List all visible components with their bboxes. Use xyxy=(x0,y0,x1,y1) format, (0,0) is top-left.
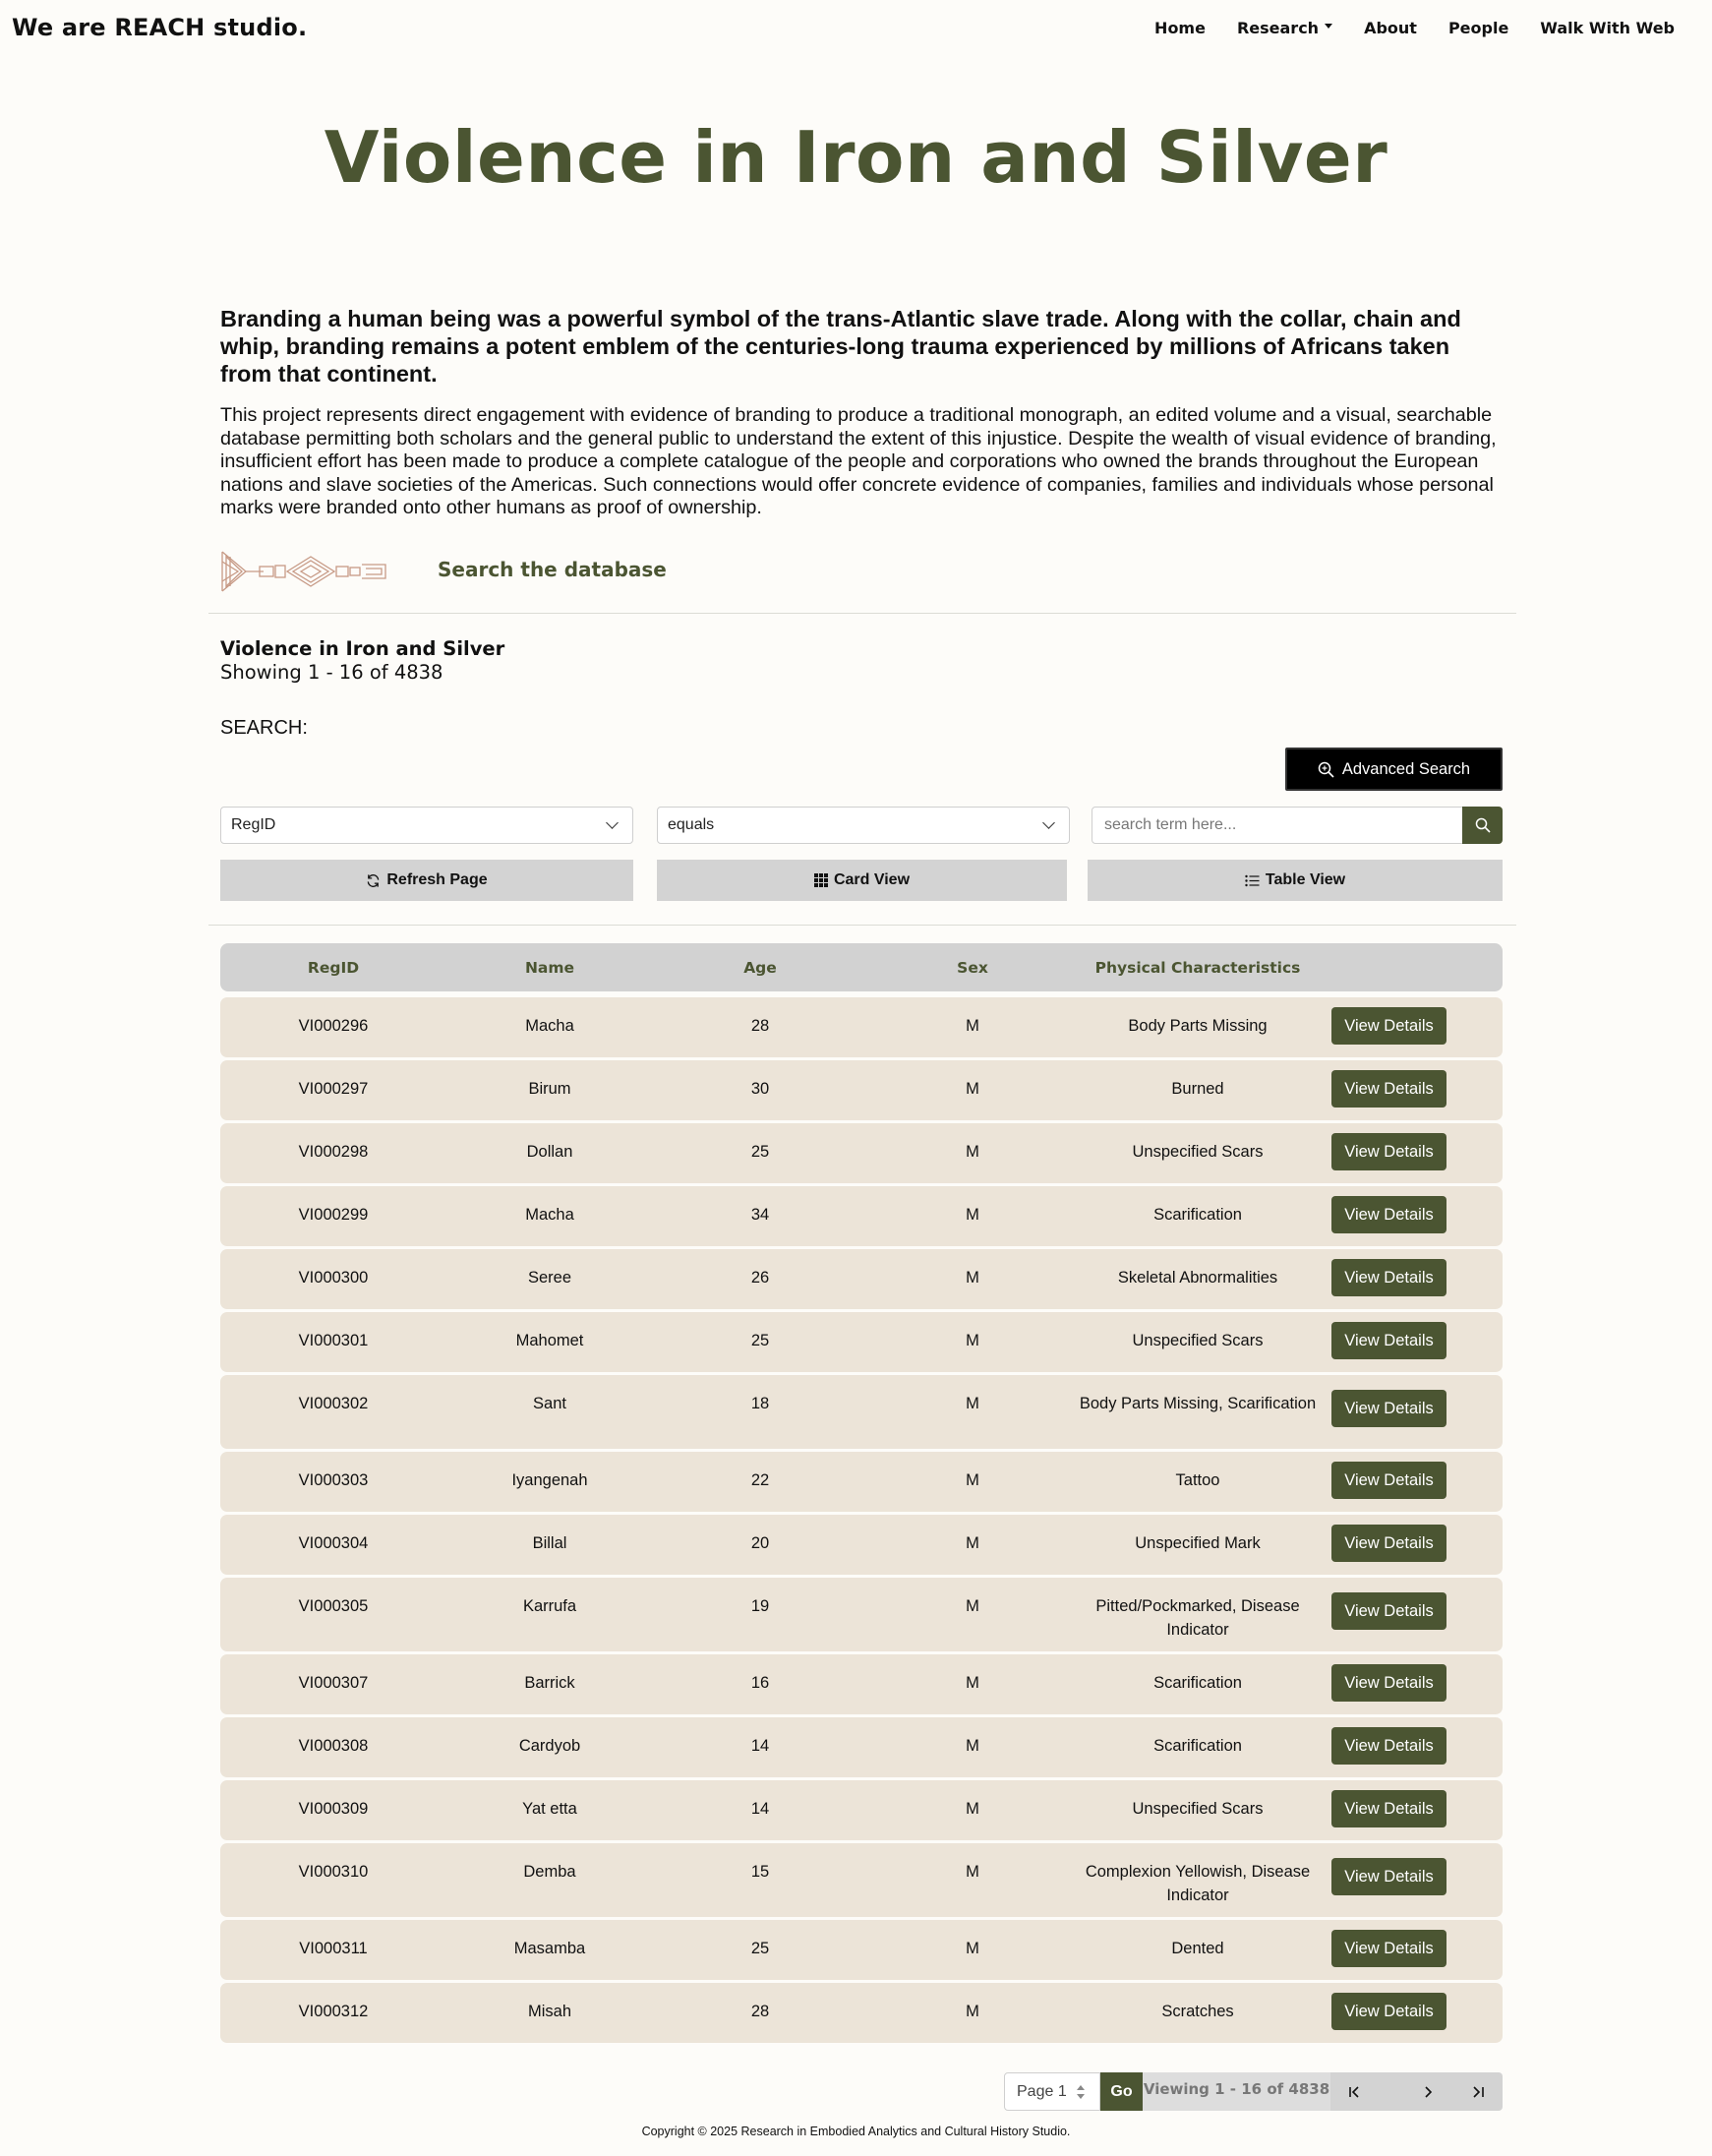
last-page-button[interactable] xyxy=(1453,2072,1503,2111)
table-row xyxy=(220,1249,1503,1309)
cell-age: 15 xyxy=(750,1863,770,1881)
divider xyxy=(208,925,1516,926)
results-count: Showing 1 - 16 of 4838 xyxy=(220,661,443,684)
table-view-button[interactable] xyxy=(1088,860,1503,901)
nav-research-label: Research xyxy=(1236,18,1320,37)
view-details-button[interactable]: View Details xyxy=(1331,1462,1446,1499)
cell-name: Misah xyxy=(527,2003,571,2020)
cell-sex: M xyxy=(966,1674,979,1692)
cell-physical-characteristics: Skeletal Abnormalities xyxy=(1117,1269,1278,1287)
cell-regid: VI000304 xyxy=(298,1534,369,1552)
brand-logo[interactable]: We are REACH studio. xyxy=(12,14,308,41)
divider xyxy=(208,613,1516,614)
zoom-search-icon xyxy=(1318,761,1334,778)
column-header-name: Name xyxy=(524,958,575,977)
view-details-button[interactable]: View Details xyxy=(1331,1070,1446,1108)
view-details-button[interactable]: View Details xyxy=(1331,1525,1446,1562)
cell-regid: VI000308 xyxy=(298,1737,369,1755)
view-details-button[interactable]: View Details xyxy=(1331,1727,1446,1765)
nav-home[interactable] xyxy=(1139,19,1221,37)
cell-name: Birum xyxy=(528,1080,571,1098)
table-row xyxy=(220,1983,1503,2043)
cell-age: 28 xyxy=(750,1017,770,1035)
copyright: Copyright © 2025 Research in Embodied Analytics and Cultural History Studio. xyxy=(641,2125,1071,2138)
navbar xyxy=(0,0,1712,55)
view-details-button[interactable]: View Details xyxy=(1331,1993,1446,2030)
view-details-button[interactable]: View Details xyxy=(1331,1259,1446,1296)
view-details-button[interactable]: View Details xyxy=(1331,1930,1446,1967)
cell-regid: VI000311 xyxy=(299,1940,368,1957)
search-button[interactable] xyxy=(1462,807,1503,844)
cell-physical-characteristics: Unspecified Scars xyxy=(1132,1143,1264,1161)
table-row xyxy=(220,1452,1503,1512)
search-database-link[interactable]: Search the database xyxy=(438,558,667,581)
cell-age: 20 xyxy=(750,1534,770,1552)
cell-physical-characteristics: Scarification xyxy=(1153,1206,1242,1224)
table-row xyxy=(220,1578,1503,1651)
page-title: Violence in Iron and Silver xyxy=(324,116,1388,199)
branding-iron-icon xyxy=(220,547,387,596)
next-page-button[interactable] xyxy=(1404,2072,1453,2111)
cell-sex: M xyxy=(966,1940,979,1957)
table-view-label: Table View xyxy=(1265,871,1346,888)
nav-about[interactable] xyxy=(1348,19,1433,37)
cell-sex: M xyxy=(966,1737,979,1755)
cell-age: 25 xyxy=(750,1143,770,1161)
cell-sex: M xyxy=(966,1269,979,1287)
cell-name: Macha xyxy=(525,1017,574,1035)
cell-age: 16 xyxy=(750,1674,770,1692)
chevron-down-icon xyxy=(1042,816,1055,829)
first-page-icon xyxy=(1348,2085,1362,2099)
field-select-value: RegID xyxy=(231,816,276,833)
cell-name: Masamba xyxy=(513,1940,586,1957)
table-header xyxy=(220,943,1503,991)
cell-age: 28 xyxy=(750,2003,770,2020)
refresh-page-button[interactable] xyxy=(220,860,633,901)
view-details-button[interactable]: View Details xyxy=(1331,1133,1446,1170)
cell-name: Mahomet xyxy=(515,1332,584,1349)
column-header-sex: Sex xyxy=(957,958,988,977)
column-header-age: Age xyxy=(743,958,777,977)
cell-age: 19 xyxy=(750,1597,770,1615)
cell-age: 34 xyxy=(750,1206,770,1224)
cell-sex: M xyxy=(966,1395,979,1412)
cell-regid: VI000300 xyxy=(298,1269,369,1287)
nav-people[interactable] xyxy=(1433,19,1524,37)
cell-sex: M xyxy=(966,1143,979,1161)
cell-physical-characteristics: Scarification xyxy=(1153,1737,1242,1755)
cell-physical-characteristics: Unspecified Mark xyxy=(1135,1534,1261,1552)
view-details-button[interactable]: View Details xyxy=(1331,1664,1446,1702)
view-details-button[interactable]: View Details xyxy=(1331,1196,1446,1233)
last-page-icon xyxy=(1471,2085,1485,2099)
cell-regid: VI000310 xyxy=(298,1863,369,1881)
column-header-physical-characteristics: Physical Characteristics xyxy=(1094,958,1301,977)
first-page-button[interactable] xyxy=(1330,2072,1380,2111)
cell-sex: M xyxy=(966,1017,979,1035)
cell-regid: VI000307 xyxy=(298,1674,369,1692)
nav-home-label: Home xyxy=(1154,18,1206,37)
table-row xyxy=(220,1375,1503,1449)
view-details-button[interactable]: View Details xyxy=(1331,1322,1446,1359)
nav-research-dropdown[interactable] xyxy=(1221,19,1348,37)
refresh-page-label: Refresh Page xyxy=(386,871,488,888)
cell-physical-characteristics: Body Parts Missing xyxy=(1128,1017,1268,1035)
advanced-search-button[interactable] xyxy=(1285,748,1503,791)
cell-regid: VI000309 xyxy=(298,1800,369,1818)
cell-name: Dollan xyxy=(526,1143,573,1161)
operator-select-value: equals xyxy=(668,816,715,833)
cell-age: 30 xyxy=(750,1080,770,1098)
advanced-search-label: Advanced Search xyxy=(1341,759,1471,778)
cell-physical-characteristics: Scarification xyxy=(1153,1674,1242,1692)
cell-name: Cardyob xyxy=(518,1737,581,1755)
cell-physical-characteristics: Dented xyxy=(1171,1940,1224,1957)
cell-regid: VI000296 xyxy=(298,1017,369,1035)
caret-down-icon xyxy=(1325,24,1332,29)
table-row xyxy=(220,1920,1503,1980)
table-row xyxy=(220,1312,1503,1372)
intro-lead: Branding a human being was a powerful symbol of the trans-Atlantic slave trade. Along with the collar, chain and whip, branding remains a potent emblem of the centuries-long trauma experienced by millions of Africans taken from that continent. xyxy=(220,306,1461,387)
cell-name: Billal xyxy=(532,1534,567,1552)
chevron-down-icon xyxy=(606,816,619,829)
chevron-right-icon xyxy=(1423,2085,1435,2099)
intro-body: This project represents direct engagement with evidence of branding to produce a traditional monograph, an edited volume and a visual, searchable database permitting both scholars and the general public to understand the extent of this injustice. Despite the wealth of visual evidence of branding, insufficient effort has been made to produce a complete catalogue of the people and corporations who owned the brands throughout the European nations and slave societies of the Americas. Such connections would offer concrete evidence of companies, families and individuals whose personal marks were branded onto other humans as proof of ownership. xyxy=(220,404,1497,518)
viewing-status: Viewing 1 - 16 of 4838 xyxy=(1143,2072,1330,2111)
cell-age: 14 xyxy=(750,1737,770,1755)
go-button[interactable]: Go xyxy=(1100,2072,1143,2111)
cell-age: 26 xyxy=(750,1269,770,1287)
cell-name: Karrufa xyxy=(522,1597,577,1615)
cell-name: Demba xyxy=(523,1863,576,1881)
cell-age: 14 xyxy=(750,1800,770,1818)
cell-sex: M xyxy=(966,1597,979,1615)
cell-name: Yat etta xyxy=(522,1800,577,1818)
cell-name: Macha xyxy=(525,1206,574,1224)
page-nav-group xyxy=(1330,2072,1503,2111)
database-title: Violence in Iron and Silver xyxy=(220,637,505,660)
cell-regid: VI000305 xyxy=(298,1597,369,1615)
cell-physical-characteristics: Burned xyxy=(1171,1080,1224,1098)
cell-physical-characteristics: Complexion Yellowish, Disease Indicator xyxy=(1085,1863,1311,1904)
cell-sex: M xyxy=(966,1206,979,1224)
cell-name: Sant xyxy=(533,1395,566,1412)
table-row xyxy=(220,1515,1503,1575)
column-header-regid: RegID xyxy=(307,958,360,977)
nav-people-label: People xyxy=(1447,18,1509,37)
table-row xyxy=(220,1060,1503,1120)
cell-sex: M xyxy=(966,1332,979,1349)
view-details-button[interactable]: View Details xyxy=(1331,1858,1446,1895)
spinner-icon[interactable] xyxy=(1075,2084,1087,2100)
cell-sex: M xyxy=(966,1471,979,1489)
view-details-button[interactable]: View Details xyxy=(1331,1592,1446,1630)
nav-about-label: About xyxy=(1364,18,1417,37)
table-row xyxy=(220,997,1503,1057)
search-label: SEARCH: xyxy=(220,717,308,739)
ornament xyxy=(220,547,387,596)
cell-age: 22 xyxy=(750,1471,770,1489)
cell-regid: VI000297 xyxy=(298,1080,369,1098)
refresh-icon xyxy=(366,873,381,888)
cell-sex: M xyxy=(966,1800,979,1818)
field-select[interactable] xyxy=(220,807,633,844)
nav-links xyxy=(1139,19,1690,37)
table-row xyxy=(220,1186,1503,1246)
cell-physical-characteristics: Scratches xyxy=(1161,2003,1234,2020)
cell-physical-characteristics: Unspecified Scars xyxy=(1132,1800,1264,1818)
cell-name: Barrick xyxy=(524,1674,575,1692)
cell-age: 25 xyxy=(750,1940,770,1957)
cell-sex: M xyxy=(966,1080,979,1098)
table-row xyxy=(220,1843,1503,1917)
grid-icon xyxy=(814,873,828,887)
page-number-value: Page 1 xyxy=(1017,2082,1067,2100)
cell-physical-characteristics: Unspecified Scars xyxy=(1132,1332,1264,1349)
cell-name: Seree xyxy=(527,1269,572,1287)
view-details-button[interactable]: View Details xyxy=(1331,1790,1446,1827)
card-view-button[interactable] xyxy=(657,860,1067,901)
cell-sex: M xyxy=(966,2003,979,2020)
cell-physical-characteristics: Pitted/Pockmarked, Disease Indicator xyxy=(1095,1597,1300,1639)
view-details-button[interactable]: View Details xyxy=(1331,1390,1446,1427)
search-icon xyxy=(1475,817,1491,833)
view-details-button[interactable]: View Details xyxy=(1331,1007,1446,1045)
cell-sex: M xyxy=(966,1863,979,1881)
table-row xyxy=(220,1717,1503,1777)
cell-age: 25 xyxy=(750,1332,770,1349)
cell-age: 18 xyxy=(750,1395,770,1412)
operator-select[interactable] xyxy=(657,807,1070,844)
cell-regid: VI000303 xyxy=(298,1471,369,1489)
cell-regid: VI000312 xyxy=(298,2003,369,2020)
page-number-input[interactable] xyxy=(1004,2072,1100,2111)
nav-walk-with-web-label: Walk With Web xyxy=(1540,18,1675,37)
cell-name: Iyangenah xyxy=(511,1471,588,1489)
table-row xyxy=(220,1780,1503,1840)
cell-physical-characteristics: Body Parts Missing, Scarification xyxy=(1079,1395,1317,1412)
cell-regid: VI000298 xyxy=(298,1143,369,1161)
cell-regid: VI000299 xyxy=(298,1206,369,1224)
cell-sex: M xyxy=(966,1534,979,1552)
nav-walk-with-web[interactable] xyxy=(1524,19,1690,37)
cell-physical-characteristics: Tattoo xyxy=(1175,1471,1220,1489)
table-row xyxy=(220,1654,1503,1714)
cell-regid: VI000302 xyxy=(298,1395,369,1412)
card-view-label: Card View xyxy=(833,871,911,888)
table-row xyxy=(220,1123,1503,1183)
list-icon xyxy=(1245,874,1260,887)
cell-regid: VI000301 xyxy=(298,1332,369,1349)
search-input[interactable] xyxy=(1092,807,1463,844)
